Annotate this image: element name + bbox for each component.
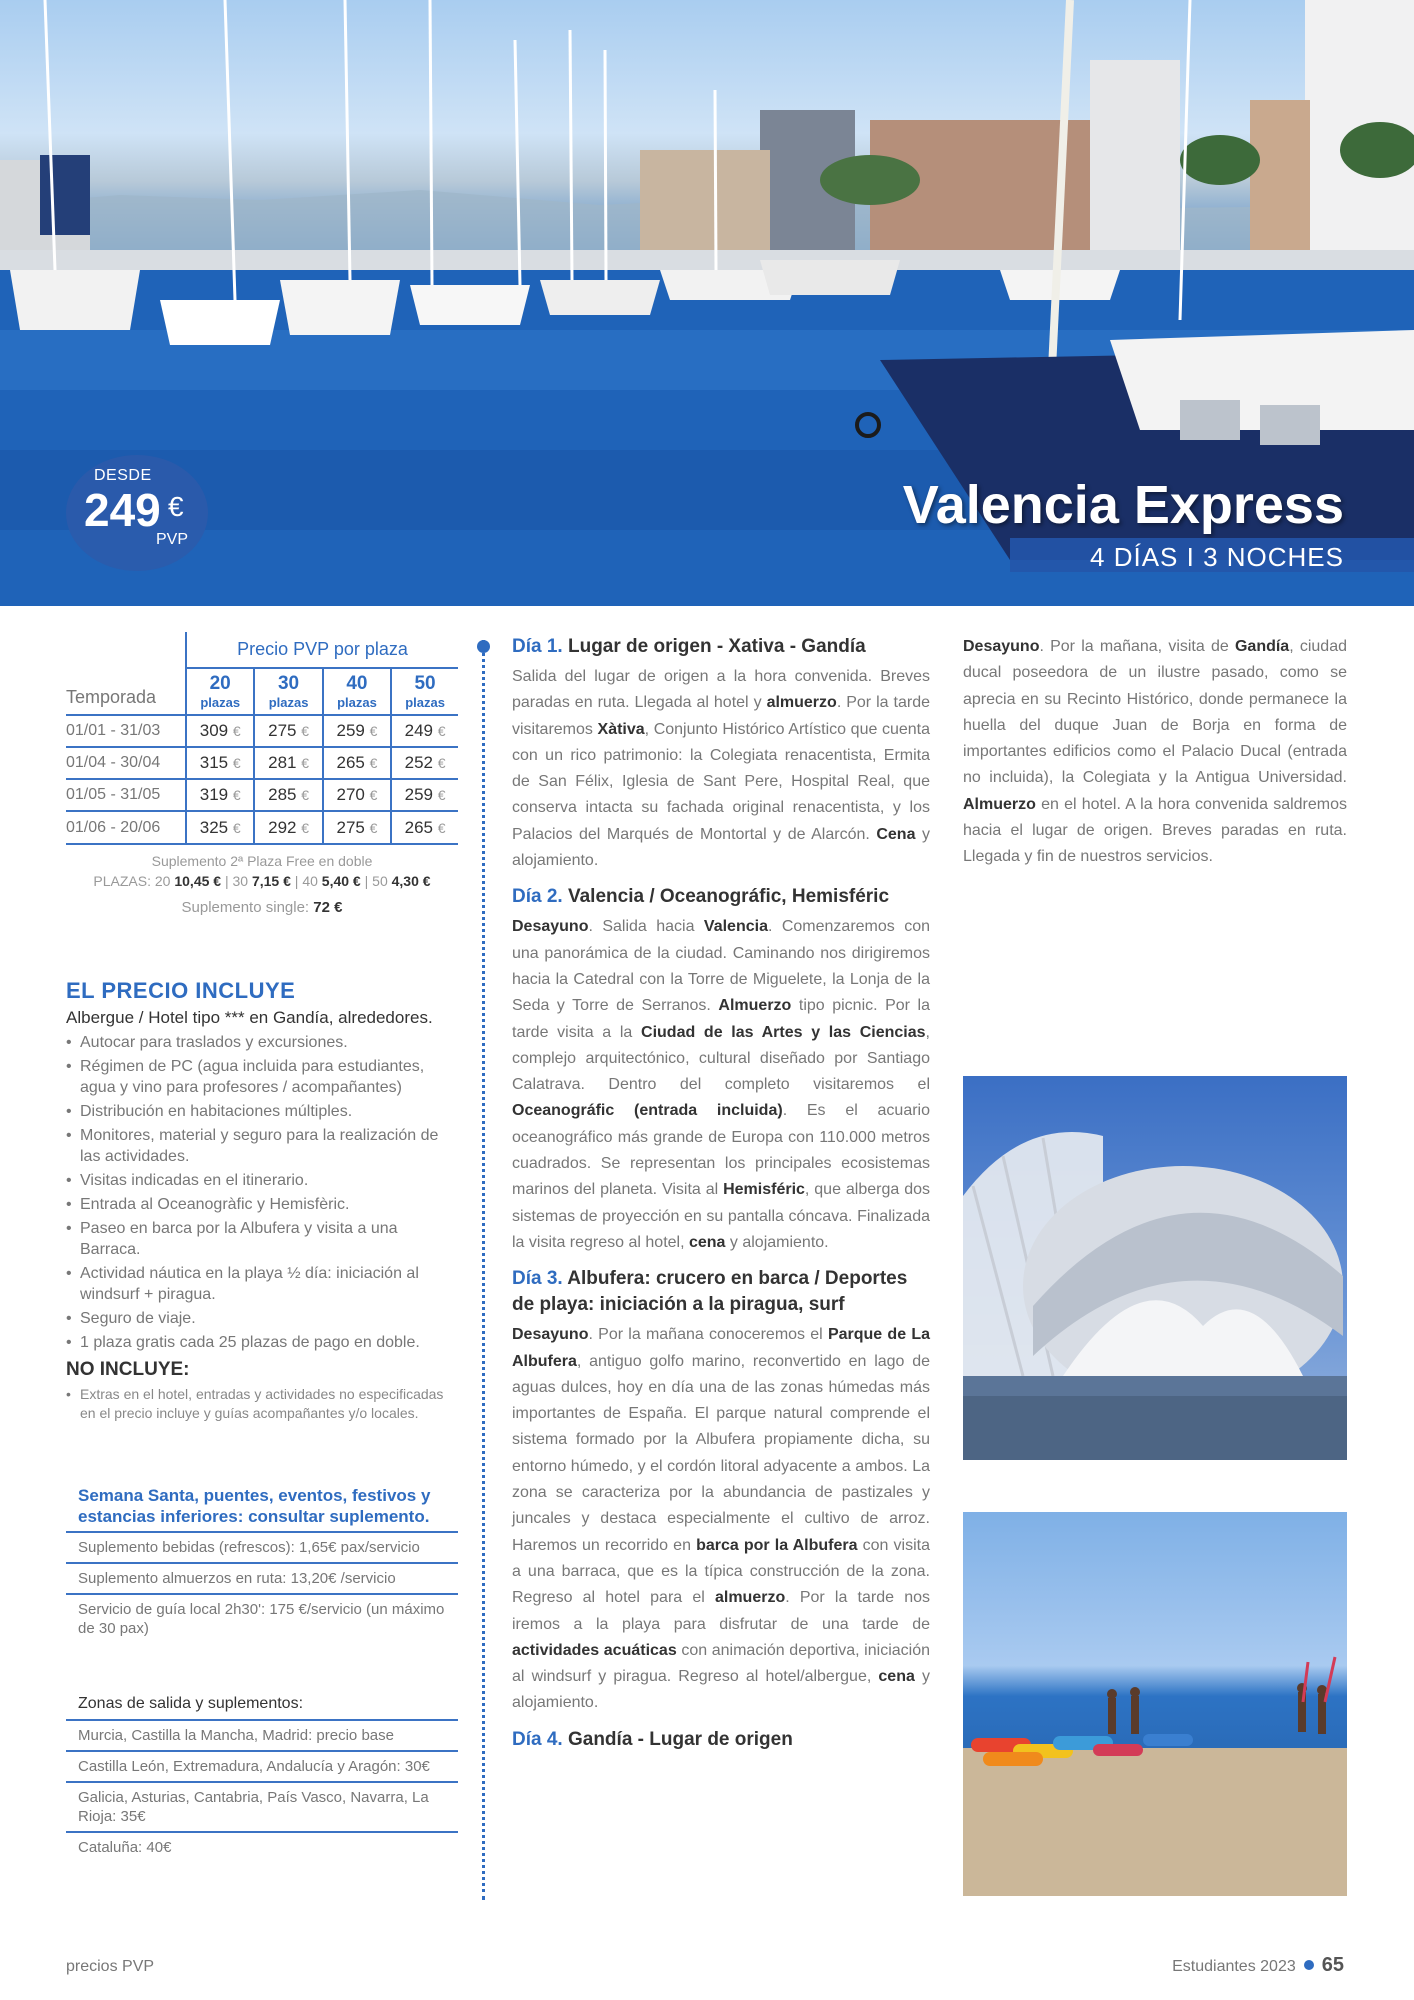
table-row: [66, 779, 458, 811]
price-cell: 319 €: [186, 779, 254, 811]
includes-section: [66, 978, 458, 1423]
zone-row: Galicia, Asturias, Cantabria, País Vasco, Navarra, La Rioja: 35€: [66, 1783, 458, 1833]
list-item: • Seguro de viaje.: [66, 1308, 458, 1329]
not-included-list: [66, 1385, 458, 1423]
photo-hemisferic: [963, 1076, 1347, 1460]
price-cell: 252 €: [391, 747, 458, 779]
day-3-text: Desayuno. Por la mañana conoceremos el Parque de La Albufera, antiguo golfo marino, reconvertido en lago de aguas dulces, hoy en día una de las zonas húmedas más importantes de España. El parque natural comprende el sistema formado por la Albufera propiamente dicha, su entorno húmedo, y el cordón litoral adyacente a ambos. La zona se caracteriza por la abundancia de pastizales y juncales y destaca especialmente el cultivo de arroz. Haremos un recorrido en barca por la Albufera con visita a una barraca, que es la típica construcción de la zona. Regreso al hotel para el almuerzo. Por la tarde nos iremos a la playa para disfrutar de una tarde de actividades acuáticas con animación deportiva, iniciación al windsurf y piragua. Regreso al hotel/albergue, cena y alojamiento.: [512, 1326, 931, 1712]
season-header: Temporada: [66, 687, 157, 707]
list-item: • Monitores, material y seguro para la realización de las actividades.: [66, 1125, 458, 1167]
includes-title: EL PRECIO INCLUYE: [66, 978, 296, 1003]
table-row: [66, 747, 458, 779]
extras-row: Suplemento bebidas (refrescos): 1,65€ pax/servicio: [66, 1533, 458, 1564]
season-cell: 01/01 - 31/03: [66, 715, 186, 747]
day-2-title: Día 2. Valencia / Oceanográfic, Hemisféric: [512, 886, 890, 908]
price-cell: 275 €: [254, 715, 322, 747]
day-1-title: Día 1. Lugar de origen - Xativa - Gandía: [512, 636, 866, 657]
price-table-caption: Precio PVP por plaza: [186, 632, 458, 668]
price-cell: 259 €: [323, 715, 391, 747]
table-row: [66, 811, 458, 843]
divider-dot: [477, 640, 490, 653]
price-label: DESDE: [94, 467, 152, 484]
price-cell: 309 €: [186, 715, 254, 747]
supplement-line-1: Suplemento 2ª Plaza Free en doble: [151, 853, 373, 869]
includes-subtitle: Albergue / Hotel tipo *** en Gandía, alrededores.: [66, 1008, 433, 1027]
column-header-40: 40 plazas: [323, 668, 391, 715]
page-subtitle: 4 DÍAS I 3 NOCHES: [1090, 542, 1344, 572]
itinerary-column: [512, 634, 930, 1753]
price-cell: 249 €: [391, 715, 458, 747]
day-1-text: Salida del lugar de origen a la hora convenida. Breves paradas en ruta. Llegada al hotel y almuerzo. Por la tarde visitaremos Xàtiva, Conjunto Histórico Artístico que cuenta con un rico patrimonio: la Colegiata renacentista, Ermita de San Félix, Iglesia de Sant Pere, Hospital Real, que conserva intacta su fachada original renacentista, y los Palacios del Marqués de Montortal y de Alarcón. Cena y alojamiento.: [512, 668, 931, 870]
column-header-30: 30 plazas: [254, 668, 322, 715]
day-4-text: Desayuno. Por la mañana, visita de Gandía, ciudad ducal poseedora de un ilustre pasado, como se aprecia en su Recinto Histórico, donde permanece la huella del duque Juan de Borja en forma de importantes edificios como el Palacio Ducal (entrada no incluida), la Colegiata y la Antigua Universidad. Almuerzo en el hotel. A la hora convenida saldremos hacia el lugar de origen. Breves paradas en ruta. Llegada y fin de nuestros servicios.: [963, 638, 1347, 866]
price-amount: 249: [84, 484, 161, 536]
day-3-title: Día 3. Albufera: crucero en barca / Deportes de playa: iniciación a la piragua, surf: [512, 1268, 908, 1316]
list-item: • Régimen de PC (agua incluida para estudiantes, agua y vino para profesores / acompañantes): [66, 1056, 458, 1098]
price-suffix: PVP: [156, 531, 189, 548]
price-cell: 281 €: [254, 747, 322, 779]
day-4-title: Día 4. Gandía - Lugar de origen: [512, 1728, 793, 1750]
season-cell: 01/05 - 31/05: [66, 779, 186, 811]
season-cell: 01/04 - 30/04: [66, 747, 186, 779]
price-currency: €: [168, 491, 184, 522]
day-2-text: Desayuno. Salida hacia Valencia. Comenzaremos con una panorámica de la ciudad. Caminando nos dirigiremos hacia la Catedral con la Torre de Miguelete, la Lonja de la Seda y Torre de Serranos. Almuerzo tipo picnic. Por la tarde visita a la Ciudad de las Artes y las Ciencias, complejo arquitectónico, cultural diseñado por Santiago Calatrava. Dentro del completo visitaremos el Oceanográfic (entrada incluida). Es el acuario oceanográfico más grande de Europa con 110.000 metros cuadrados. Se representan los principales ecosistemas marinos del planeta. Visita al Hemisféric, que alberga dos sistemas de proyección en su pantalla cóncava. Finalizada la visita regreso al hotel, cena y alojamiento.: [512, 918, 931, 1251]
column-divider: [482, 640, 485, 1900]
list-item: • 1 plaza gratis cada 25 plazas de pago en doble.: [66, 1332, 458, 1353]
extras-row: Suplemento almuerzos en ruta: 13,20€ /servicio: [66, 1564, 458, 1595]
price-cell: 325 €: [186, 811, 254, 843]
column-header-20: 20 plazas: [186, 668, 254, 715]
right-column: [963, 634, 1347, 871]
season-cell: 01/06 - 20/06: [66, 811, 186, 843]
hero-banner: [0, 0, 1414, 606]
footer-dot-icon: [1304, 1960, 1314, 1970]
list-item: • Paseo en barca por la Albufera y visita a una Barraca.: [66, 1218, 458, 1260]
list-item: • Autocar para traslados y excursiones.: [66, 1032, 458, 1053]
zones-box: [66, 1695, 458, 1862]
list-item: • Actividad náutica en la playa ½ día: iniciación al windsurf + piragua.: [66, 1263, 458, 1305]
footer-right: [1172, 1954, 1344, 1977]
left-column: [66, 632, 458, 1862]
footer-catalog: Estudiantes 2023: [1172, 1958, 1296, 1975]
page-number: 65: [1321, 1954, 1344, 1976]
page-title: Valencia Express: [902, 475, 1344, 535]
zone-row: Cataluña: 40€: [78, 1839, 172, 1856]
price-cell: 292 €: [254, 811, 322, 843]
extras-title: Semana Santa, puentes, eventos, festivos y estancias inferiores: consultar suplemento.: [66, 1485, 458, 1533]
price-cell: 315 €: [186, 747, 254, 779]
not-included-title: NO INCLUYE:: [66, 1359, 190, 1380]
zone-row: Murcia, Castilla la Mancha, Madrid: precio base: [66, 1721, 458, 1752]
price-cell: 259 €: [391, 779, 458, 811]
price-cell: 270 €: [323, 779, 391, 811]
price-table: [66, 632, 458, 843]
zones-title: Zonas de salida y suplementos:: [66, 1695, 458, 1721]
list-item: • Extras en el hotel, entradas y actividades no especificadas en el precio incluye y guías acompañantes y/o locales.: [66, 1385, 458, 1423]
table-row: [66, 715, 458, 747]
price-cell: 275 €: [323, 811, 391, 843]
includes-list: [66, 1032, 458, 1353]
price-cell: 265 €: [323, 747, 391, 779]
list-item: • Entrada al Oceanogràfic y Hemisfèric.: [66, 1194, 458, 1215]
zone-row: Castilla León, Extremadura, Andalucía y Aragón: 30€: [66, 1752, 458, 1783]
list-item: • Visitas indicadas en el itinerario.: [66, 1170, 458, 1191]
price-badge: [66, 455, 208, 571]
photo-beach-kayaks: [963, 1512, 1347, 1896]
footer-left: precios PVP: [66, 1958, 155, 1975]
column-header-50: 50 plazas: [391, 668, 458, 715]
price-cell: 265 €: [391, 811, 458, 843]
supplement-single: Suplemento single: 72 €: [181, 899, 343, 916]
extras-box: [66, 1485, 458, 1643]
supplement-line-2: PLAZAS: 20 10,45 € | 30 7,15 € | 40 5,40 € | 50 4,30 €: [93, 873, 431, 889]
price-cell: 285 €: [254, 779, 322, 811]
list-item: • Distribución en habitaciones múltiples.: [66, 1101, 458, 1122]
extras-row: Servicio de guía local 2h30': 175 €/servicio (un máximo de 30 pax): [78, 1601, 445, 1637]
